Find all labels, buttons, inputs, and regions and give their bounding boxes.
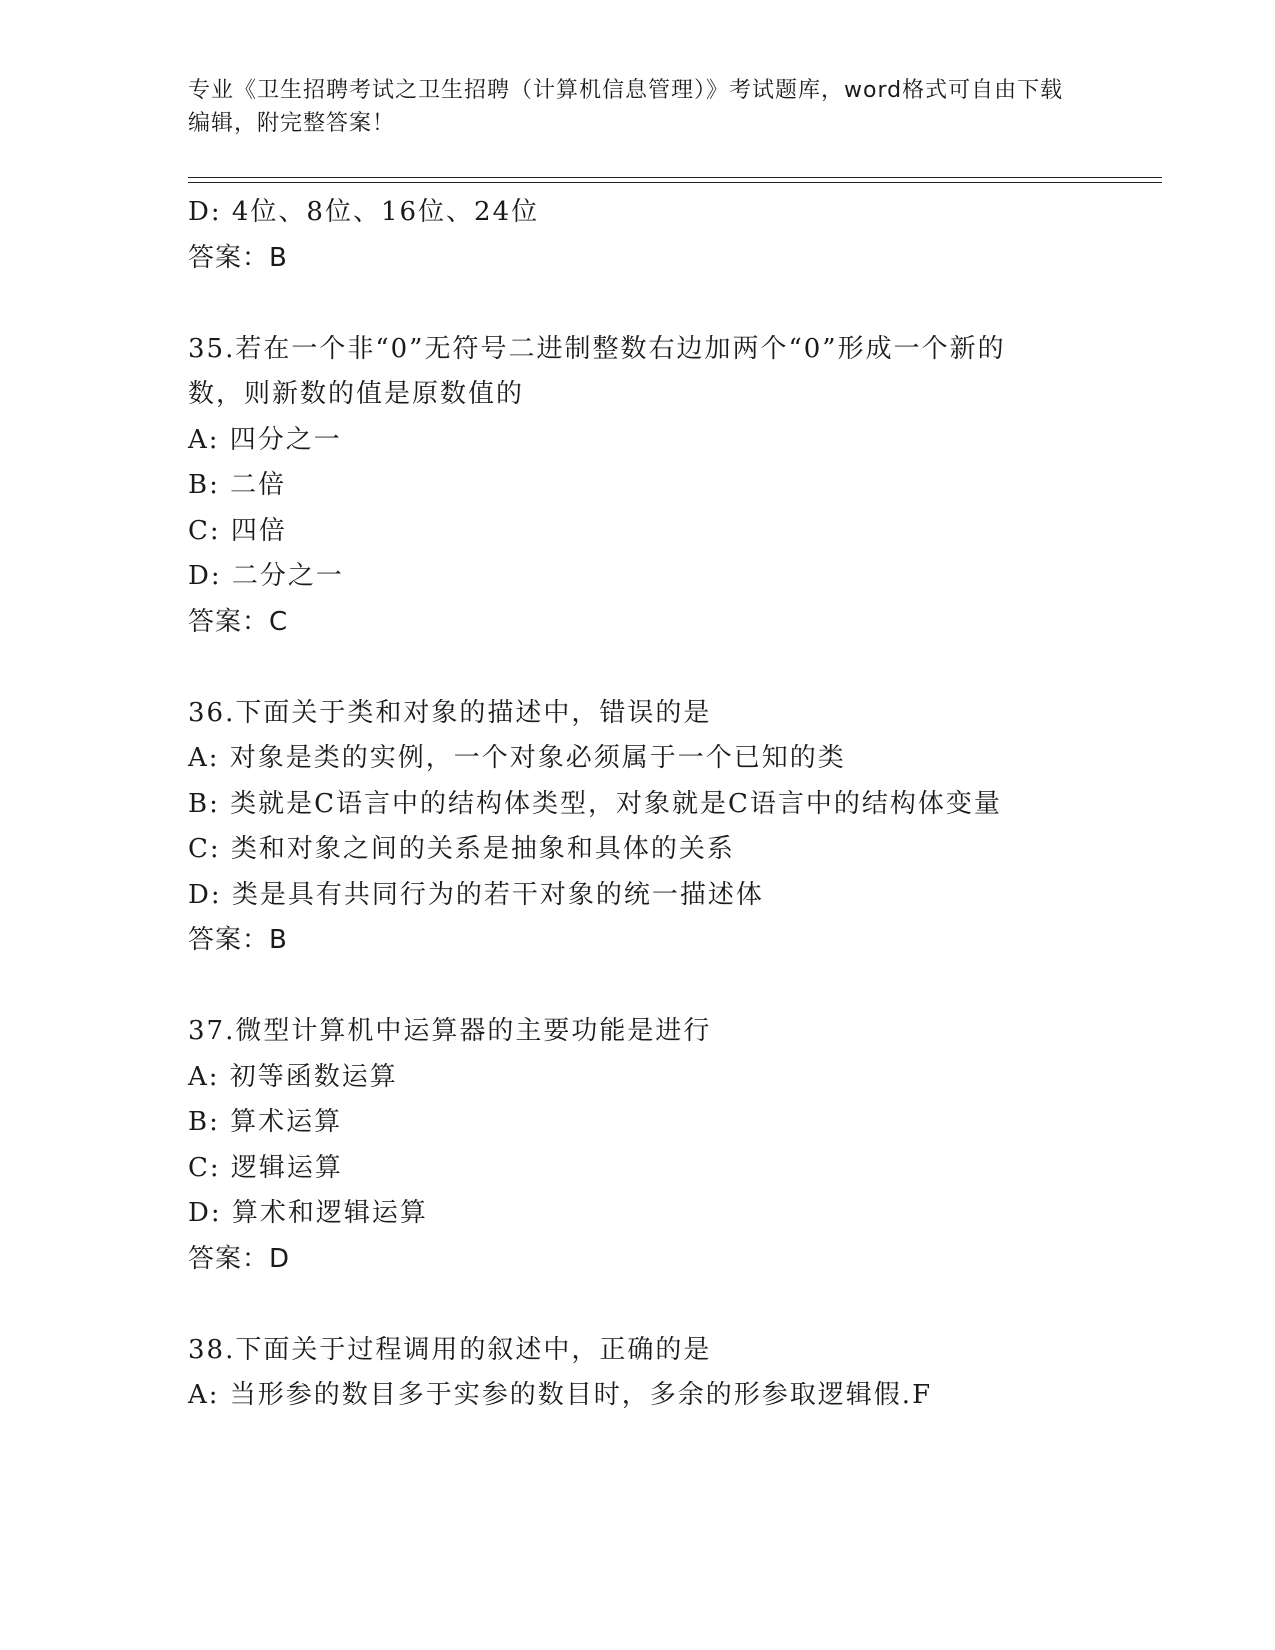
prev-answer: 答案：B [188, 242, 288, 273]
question-stem: 35.若在一个非“0”无符号二进制整数右边加两个“0”形成一个新的数，则新数的值是原数值的 [188, 333, 1006, 409]
option-d: D: 算术和逻辑运算 [188, 1198, 428, 1228]
header-divider-bottom [188, 182, 1162, 183]
option-a: A: 当形参的数目多于实参的数目时，多余的形参取逻辑假.F [188, 1380, 933, 1410]
option-a: A: 对象是类的实例，一个对象必须属于一个已知的类 [188, 743, 846, 773]
option-c: C: 逻辑运算 [188, 1152, 343, 1183]
option-b: B: 类就是C语言中的结构体类型，对象就是C语言中的结构体变量 [188, 788, 1002, 819]
question-stem: 36.下面关于类和对象的描述中，错误的是 [188, 697, 712, 728]
header-divider-top [188, 177, 1162, 178]
option-b: B: 算术运算 [188, 1107, 343, 1137]
option-c: C: 类和对象之间的关系是抽象和具体的关系 [188, 834, 735, 864]
question-38 [188, 1328, 1088, 1419]
option-a: A: 四分之一 [188, 424, 342, 455]
option-d: D: 二分之一 [188, 561, 344, 591]
answer: 答案：B [188, 925, 288, 955]
prev-option-d: D: 4位、8位、16位、24位 [188, 197, 540, 227]
question-35 [188, 327, 1088, 646]
question-stem: 38.下面关于过程调用的叙述中，正确的是 [188, 1334, 712, 1365]
option-d: D: 类是具有共同行为的若干对象的统一描述体 [188, 879, 764, 910]
spacer [188, 645, 1088, 691]
question-list [188, 190, 1088, 1419]
option-b: B: 二倍 [188, 470, 287, 500]
question-37 [188, 1009, 1088, 1282]
spacer [188, 281, 1088, 327]
document-header: 专业《卫生招聘考试之卫生招聘（计算机信息管理）》考试题库，word格式可自由下载编辑，附完整答案！ [188, 78, 1064, 136]
spacer [188, 964, 1088, 1010]
question-stem: 37.微型计算机中运算器的主要功能是进行 [188, 1016, 712, 1046]
answer: 答案：D [188, 1243, 291, 1274]
answer: 答案：C [188, 606, 289, 637]
option-c: C: 四倍 [188, 515, 287, 546]
option-a: A: 初等函数运算 [188, 1061, 398, 1092]
question-36 [188, 691, 1088, 964]
spacer [188, 1282, 1088, 1328]
